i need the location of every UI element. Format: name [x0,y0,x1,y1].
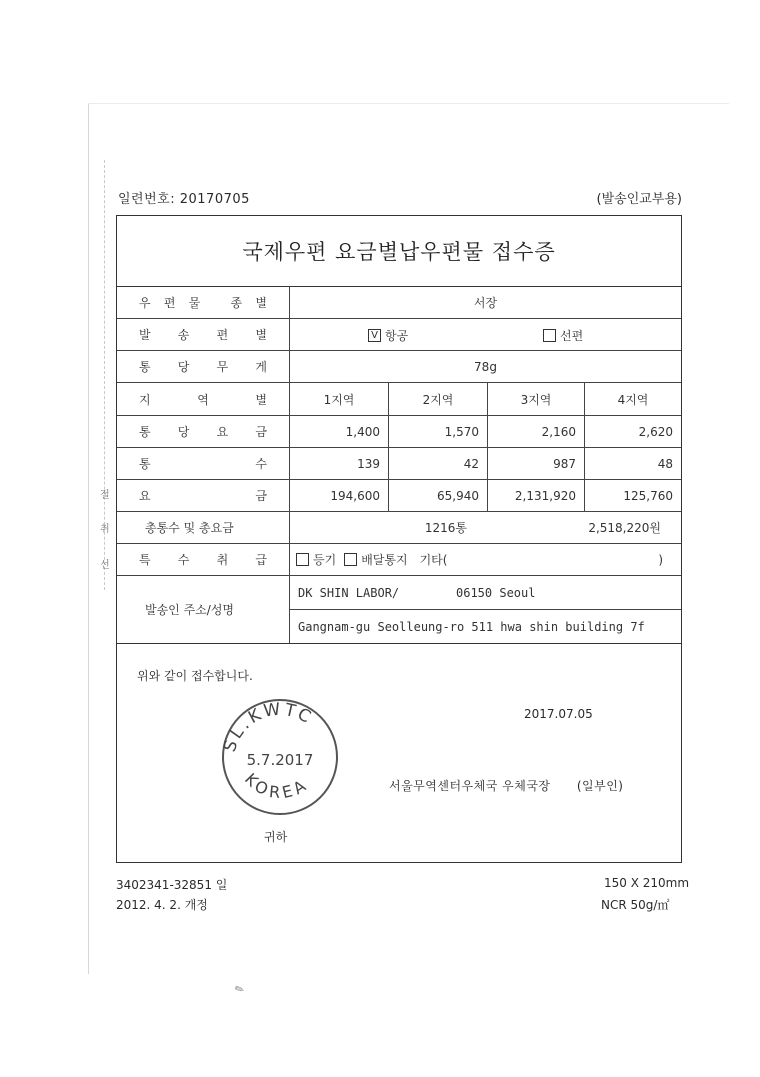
seal-mark: (일부인) [576,779,624,793]
row-weight [117,351,681,383]
zone-header: 3지역 [487,383,584,415]
special-options [289,544,681,575]
row-rate [117,416,681,448]
stamp-date: 5.7.2017 [246,751,314,769]
fee-cell: 2,131,920 [487,480,584,511]
fee-cell: 65,940 [388,480,487,511]
rate-cell: 1,400 [289,416,388,447]
sea-option[interactable] [543,327,583,344]
office-title: 서울무역센터우체국 우체국장 [389,779,551,793]
row-send-method [117,319,681,351]
perforation-label: 취 [100,524,110,535]
count-cell: 42 [388,448,487,479]
label-weight: 통 당 무 게 [139,360,267,374]
postmark-stamp [218,695,342,819]
receipt-form [116,215,682,863]
serial-number: 일련번호: 20170705 [118,192,250,207]
label-send-method: 발 송 편 별 [139,328,267,342]
row-special [117,544,681,576]
usage-note: (발송인교부용) [596,192,682,207]
zone-header: 4지역 [584,383,681,415]
other-close: ) [658,552,663,567]
label-count: 통 수 [139,457,267,471]
office-name [389,777,623,794]
stamp-bottom-text: KOREA [240,769,313,803]
perforation-label: 절 [100,490,110,501]
count-cell: 987 [487,448,584,479]
sender-address: Gangnam-gu Seolleung-ro 511 hwa shin building 7f [298,619,645,634]
row-totals [117,512,681,544]
sender-name: DK SHIN LABOR/ [298,585,400,600]
paper-size: 150 X 210mm [604,876,690,890]
sender-postal: 06150 Seoul [456,585,536,600]
perforation-label: 선 [100,560,110,571]
zone-header: 1지역 [289,383,388,415]
total-amount: 2,518,220원 [588,521,661,535]
label-totals: 총통수 및 총요금 [145,521,234,535]
label-sender: 발송인 주소/성명 [145,603,235,617]
registered-label: 등기 [313,553,337,567]
fee-cell: 125,760 [584,480,681,511]
air-label: 항공 [385,329,409,343]
row-mail-type [117,287,681,319]
revision-date: 2012. 4. 2. 개정 [116,898,208,912]
count-cell: 48 [584,448,681,479]
registered-checkbox[interactable] [296,553,309,566]
rate-cell: 1,570 [388,416,487,447]
other-label: 기타( [419,553,448,567]
rate-cell: 2,160 [487,416,584,447]
mail-type-value: 서장 [289,287,681,318]
paper-weight: NCR 50g/㎡ [601,898,670,912]
row-fee [117,480,681,512]
delivery-notice-checkbox[interactable] [344,553,357,566]
total-count: 1216통 [289,512,487,543]
confirm-text: 위와 같이 접수합니다. [137,669,253,683]
sender-values [289,576,681,643]
confirmation-area [117,647,681,862]
rate-cell: 2,620 [584,416,681,447]
zone-header: 2지역 [388,383,487,415]
sea-checkbox[interactable] [543,329,556,342]
air-option[interactable] [368,327,408,344]
label-mail-type: 우 편 물 종 별 [139,296,267,310]
air-checkbox[interactable]: V [368,329,381,342]
label-rate: 통 당 요 금 [139,425,267,439]
form-title: 국제우편 요금별납우편물 접수증 [117,216,681,287]
row-sender [117,576,681,644]
label-zones: 지 역 별 [139,392,267,407]
sender-line-2 [290,609,681,644]
sea-label: 선편 [560,329,584,343]
regards: 귀하 [264,830,288,844]
pen-scribble: ✎ [232,981,247,998]
form-number: 3402341-32851 일 [116,878,228,892]
receipt-date: 2017.07.05 [524,707,593,721]
row-count [117,448,681,480]
delivery-notice-label: 배달통지 [361,553,408,567]
send-method-options [289,319,681,350]
stamp-top-text: SL.KWTC [219,699,317,755]
fee-cell: 194,600 [289,480,388,511]
label-fee: 요 금 [139,489,267,503]
row-zones [117,383,681,416]
label-special: 특 수 취 급 [139,553,267,567]
count-cell: 139 [289,448,388,479]
sender-line-1 [290,576,681,610]
weight-value: 78g [289,351,681,382]
